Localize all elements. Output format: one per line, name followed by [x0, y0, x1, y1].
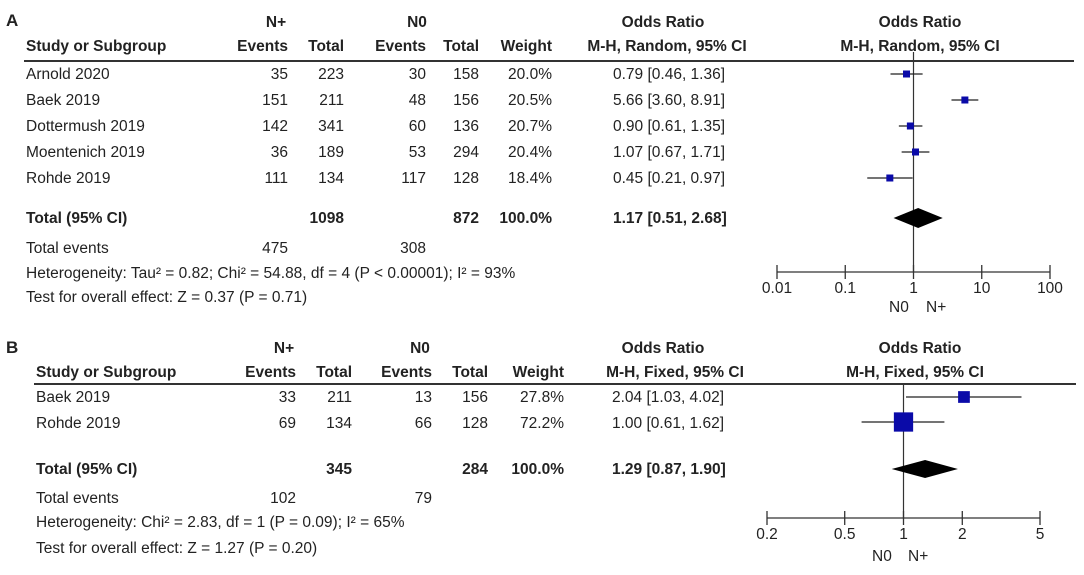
- axis-tick-label: 0.2: [756, 526, 778, 543]
- odds-ratio-ci: 0.90 [0.61, 1.35]: [613, 118, 726, 135]
- pooled-diamond: [894, 208, 943, 228]
- events-2: 66: [414, 415, 432, 432]
- study-name: Rohde 2019: [36, 415, 121, 432]
- events-1: 151: [262, 92, 288, 109]
- odds-ratio-ci: 5.66 [3.60, 8.91]: [613, 92, 726, 109]
- events-2: 53: [408, 144, 426, 161]
- study-marker: [958, 391, 970, 403]
- axis-tick-label: 5: [1035, 526, 1045, 543]
- favours-right: N+: [926, 299, 947, 316]
- total-weight: 100.0%: [511, 461, 564, 478]
- total-1: 134: [326, 415, 352, 432]
- total-2: 128: [462, 415, 488, 432]
- favours-left: N0: [872, 548, 892, 565]
- events-1: 69: [278, 415, 296, 432]
- odds-ratio-ci: 1.00 [0.61, 1.62]: [612, 415, 725, 432]
- events2-header: Events: [381, 364, 432, 381]
- group1-header: N+: [265, 14, 287, 31]
- study-name: Arnold 2020: [26, 66, 110, 83]
- total-1: 211: [327, 389, 352, 406]
- heterogeneity-text: Heterogeneity: Chi² = 2.83, df = 1 (P = 0.09); I² = 65%: [36, 514, 405, 531]
- plot-title: Odds Ratio: [878, 340, 962, 357]
- weight: 20.4%: [508, 144, 552, 161]
- study-name: Rohde 2019: [26, 170, 111, 187]
- or-method: M-H, Fixed, 95% CI: [606, 364, 744, 381]
- total-ci: 1.17 [0.51, 2.68]: [613, 210, 727, 227]
- events2-header: Events: [375, 38, 426, 55]
- plot-title: Odds Ratio: [878, 14, 962, 31]
- axis-tick-label: 100: [1037, 280, 1063, 297]
- total2-header: Total: [452, 364, 488, 381]
- panel-label: A: [6, 11, 19, 30]
- study-name: Moentenich 2019: [26, 144, 145, 161]
- events1-header: Events: [237, 38, 288, 55]
- total1-header: Total: [308, 38, 344, 55]
- study-marker: [912, 149, 919, 156]
- study-name: Dottermush 2019: [26, 118, 145, 135]
- weight: 27.8%: [520, 389, 564, 406]
- events-1: 33: [278, 389, 296, 406]
- odds-ratio-ci: 0.45 [0.21, 0.97]: [613, 170, 726, 187]
- events-1: 475: [262, 240, 288, 257]
- total-1: 223: [318, 66, 344, 83]
- plot-method: M-H, Random, 95% CI: [840, 38, 1000, 55]
- events-1: 35: [270, 66, 288, 83]
- or-method: M-H, Random, 95% CI: [587, 38, 747, 55]
- study-marker: [961, 97, 968, 104]
- total-2: 156: [462, 389, 488, 406]
- odds-ratio-ci: 0.79 [0.46, 1.36]: [613, 66, 726, 83]
- study-marker: [907, 123, 914, 130]
- panel-label: B: [6, 338, 19, 357]
- group2-header: N0: [407, 14, 427, 31]
- events-2: 60: [408, 118, 426, 135]
- weight: 18.4%: [508, 170, 552, 187]
- favours-right: N+: [908, 548, 929, 565]
- total-t1: 345: [326, 461, 352, 478]
- plot-method: M-H, Fixed, 95% CI: [846, 364, 984, 381]
- events-label: Total events: [36, 490, 119, 507]
- total-2: 156: [453, 92, 479, 109]
- study-col-header: Study or Subgroup: [36, 364, 177, 381]
- events-2: 79: [414, 490, 432, 507]
- axis-tick-label: 10: [973, 280, 991, 297]
- axis-tick-label: 1: [909, 280, 918, 297]
- axis-tick-label: 0.1: [834, 280, 857, 297]
- group1-header: N+: [273, 340, 295, 357]
- events-2: 13: [414, 389, 432, 406]
- study-marker: [903, 71, 910, 78]
- study-name: Baek 2019: [26, 92, 101, 109]
- total2-header: Total: [443, 38, 479, 55]
- total-1: 189: [318, 144, 344, 161]
- events-2: 308: [400, 240, 426, 257]
- odds-ratio-ci: 1.07 [0.67, 1.71]: [613, 144, 726, 161]
- total-t1: 1098: [309, 210, 344, 227]
- events-2: 117: [401, 170, 426, 187]
- axis-tick-label: 0.5: [833, 526, 856, 543]
- pooled-diamond: [892, 460, 958, 478]
- axis-tick-label: 0.01: [761, 280, 793, 297]
- events1-header: Events: [245, 364, 296, 381]
- overall-effect-text: Test for overall effect: Z = 0.37 (P = 0.71): [26, 289, 308, 306]
- weight: 20.0%: [508, 66, 552, 83]
- study-name: Baek 2019: [36, 389, 111, 406]
- total-t2: 872: [453, 210, 479, 227]
- weight: 20.7%: [508, 118, 552, 135]
- events-2: 30: [408, 66, 426, 83]
- favours-left: N0: [889, 299, 909, 316]
- events-label: Total events: [26, 240, 109, 257]
- total-1: 341: [318, 118, 344, 135]
- total-2: 128: [453, 170, 479, 187]
- total-label: Total (95% CI): [26, 210, 128, 227]
- total-2: 294: [453, 144, 479, 161]
- events-2: 48: [408, 92, 426, 109]
- odds-ratio-ci: 2.04 [1.03, 4.02]: [612, 389, 725, 406]
- axis-tick-label: 2: [957, 526, 967, 543]
- axis-tick-label: 1: [899, 526, 908, 543]
- heterogeneity-text: Heterogeneity: Tau² = 0.82; Chi² = 54.88, df = 4 (P < 0.00001); I² = 93%: [26, 265, 516, 282]
- weight-header: Weight: [512, 364, 564, 381]
- events-1: 111: [264, 170, 288, 187]
- total-2: 136: [453, 118, 479, 135]
- study-marker: [894, 412, 913, 431]
- total-1: 134: [318, 170, 344, 187]
- total-1: 211: [319, 92, 344, 109]
- group2-header: N0: [410, 340, 430, 357]
- or-title: Odds Ratio: [621, 14, 705, 31]
- events-1: 142: [262, 118, 288, 135]
- weight: 72.2%: [520, 415, 564, 432]
- overall-effect-text: Test for overall effect: Z = 1.27 (P = 0.20): [36, 540, 318, 557]
- total-label: Total (95% CI): [36, 461, 138, 478]
- study-marker: [886, 175, 893, 182]
- events-1: 102: [270, 490, 296, 507]
- total-t2: 284: [462, 461, 488, 478]
- study-col-header: Study or Subgroup: [26, 38, 167, 55]
- total-2: 158: [453, 66, 479, 83]
- total-ci: 1.29 [0.87, 1.90]: [612, 461, 726, 478]
- total1-header: Total: [316, 364, 352, 381]
- total-weight: 100.0%: [499, 210, 552, 227]
- weight: 20.5%: [508, 92, 552, 109]
- events-1: 36: [270, 144, 288, 161]
- or-title: Odds Ratio: [621, 340, 705, 357]
- weight-header: Weight: [500, 38, 552, 55]
